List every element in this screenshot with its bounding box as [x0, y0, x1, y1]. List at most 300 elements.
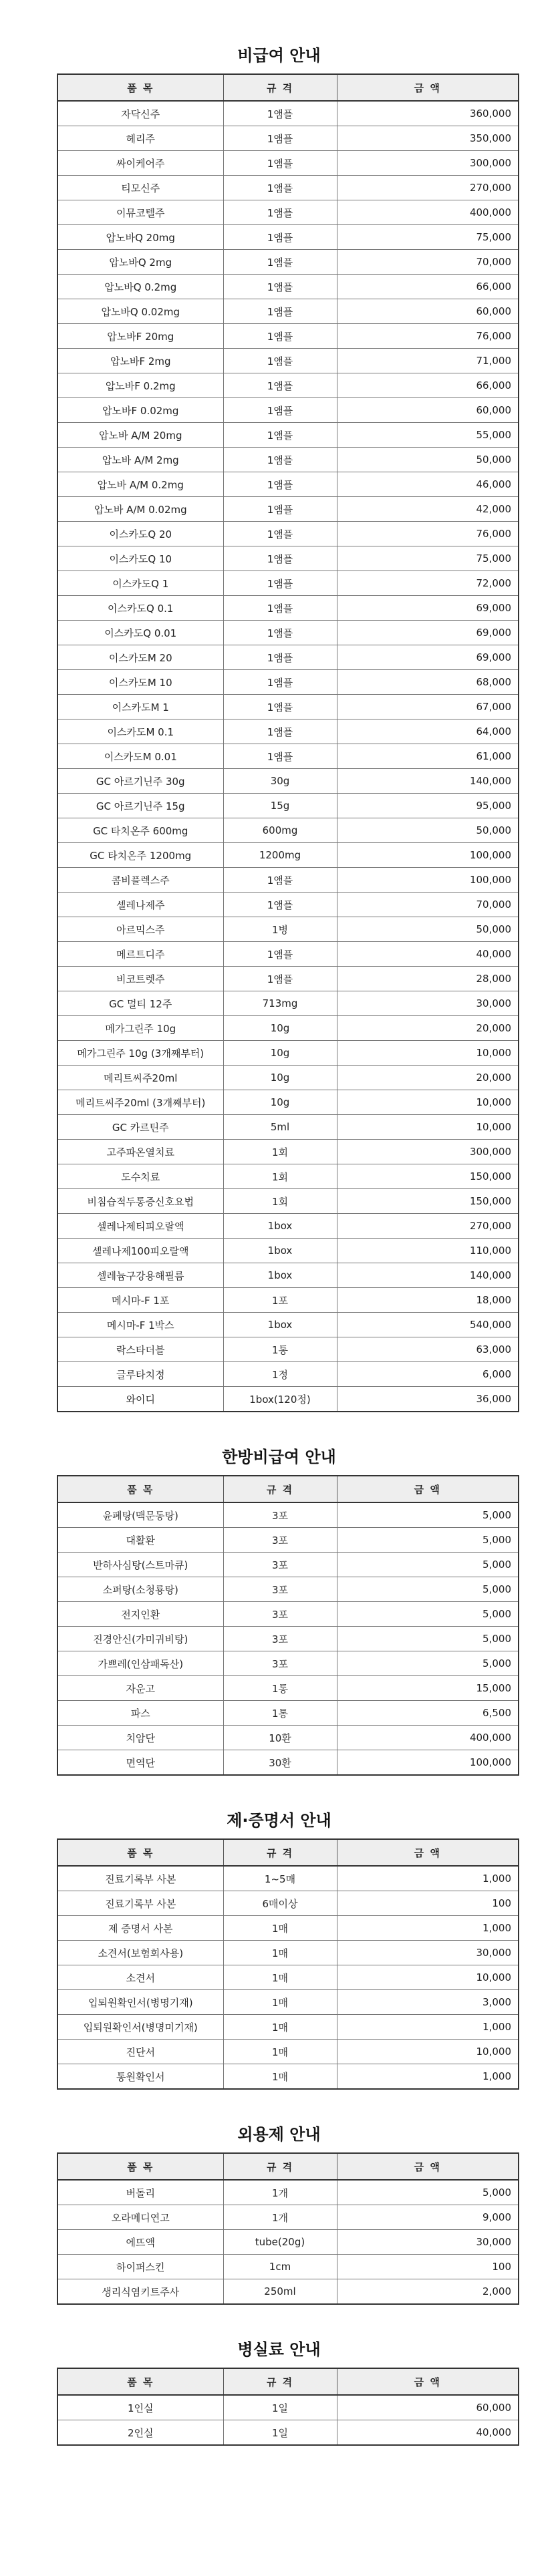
table-row — [57, 2230, 519, 2255]
item-spec-cell: 250ml — [223, 2279, 337, 2305]
item-price-cell: 75,000 — [337, 546, 519, 571]
item-name-cell: 셀레늄구강용해필름 — [57, 1263, 223, 1288]
table-row — [57, 1701, 519, 1726]
item-price-cell: 67,000 — [337, 695, 519, 719]
item-price-cell: 5,000 — [337, 1651, 519, 1676]
item-price-cell: 72,000 — [337, 571, 519, 596]
table-row — [57, 744, 519, 769]
item-name-cell: 셀레나제티피오랄액 — [57, 1214, 223, 1239]
item-name-cell: 와이디 — [57, 1387, 223, 1412]
table-row — [57, 250, 519, 275]
item-spec-cell: 30g — [223, 769, 337, 794]
item-name-cell: 이스카도M 20 — [57, 645, 223, 670]
item-name-cell: 자닥신주 — [57, 101, 223, 126]
item-price-cell: 360,000 — [337, 101, 519, 126]
item-name-cell: 통원확인서 — [57, 2064, 223, 2090]
item-name-cell: 압노바F 2mg — [57, 349, 223, 373]
item-name-cell: 셀레나제100피오랄액 — [57, 1239, 223, 1263]
item-spec-cell: 1개 — [223, 2180, 337, 2205]
table-row — [57, 967, 519, 991]
price-section — [0, 1442, 558, 1776]
item-spec-cell: 1앰플 — [223, 176, 337, 200]
item-name-cell: GC 카르틴주 — [57, 1115, 223, 1140]
item-spec-cell: 1앰플 — [223, 719, 337, 744]
item-spec-cell: 10g — [223, 1066, 337, 1090]
item-name-cell: 메리트씨주20ml — [57, 1066, 223, 1090]
item-spec-cell: 3포 — [223, 1627, 337, 1651]
item-spec-cell: 15g — [223, 794, 337, 818]
item-price-cell: 150,000 — [337, 1189, 519, 1214]
item-name-cell: 생리식염키트주사 — [57, 2279, 223, 2305]
item-price-cell: 6,500 — [337, 1701, 519, 1726]
item-name-cell: 글루타치정 — [57, 1362, 223, 1387]
item-name-cell: 진경안신(가미귀비탕) — [57, 1627, 223, 1651]
item-spec-cell: 5ml — [223, 1115, 337, 1140]
item-spec-cell: 10g — [223, 1016, 337, 1041]
item-name-cell: 이스카도M 0.01 — [57, 744, 223, 769]
table-row — [57, 621, 519, 645]
item-name-cell: 비침습적두통증신호요법 — [57, 1189, 223, 1214]
item-spec-cell: 1일 — [223, 2395, 337, 2420]
table-row — [57, 868, 519, 893]
table-row — [57, 2279, 519, 2305]
item-name-cell: 압노바Q 0.2mg — [57, 275, 223, 299]
item-spec-cell: 1매 — [223, 2040, 337, 2064]
item-spec-cell: 1통 — [223, 1701, 337, 1726]
item-price-cell: 140,000 — [337, 769, 519, 794]
item-price-cell: 18,000 — [337, 1288, 519, 1313]
item-price-cell: 60,000 — [337, 2395, 519, 2420]
table-row — [57, 719, 519, 744]
item-price-cell: 50,000 — [337, 818, 519, 843]
item-spec-cell: 1앰플 — [223, 448, 337, 472]
item-spec-cell: 1앰플 — [223, 695, 337, 719]
item-name-cell: 메가그린주 10g — [57, 1016, 223, 1041]
table-row — [57, 1214, 519, 1239]
item-price-cell: 1,000 — [337, 1866, 519, 1891]
item-spec-cell: 1통 — [223, 1676, 337, 1701]
table-row — [57, 1066, 519, 1090]
item-spec-cell: 1box — [223, 1214, 337, 1239]
item-spec-cell: 1앰플 — [223, 423, 337, 448]
item-spec-cell: 3포 — [223, 1528, 337, 1553]
table-row — [57, 373, 519, 398]
item-spec-cell: 1개 — [223, 2205, 337, 2230]
item-price-cell: 20,000 — [337, 1066, 519, 1090]
table-header-row — [57, 2368, 519, 2395]
column-header-spec: 규 격 — [223, 74, 337, 101]
item-name-cell: 도수치료 — [57, 1164, 223, 1189]
table-header-row — [57, 74, 519, 101]
table-header-row — [57, 2153, 519, 2180]
table-row — [57, 1115, 519, 1140]
item-spec-cell: 3포 — [223, 1577, 337, 1602]
item-name-cell: 치암단 — [57, 1726, 223, 1750]
table-row — [57, 1941, 519, 1965]
table-row — [57, 324, 519, 349]
item-spec-cell: 1회 — [223, 1140, 337, 1164]
item-spec-cell: 1cm — [223, 2255, 337, 2279]
item-spec-cell: 1~5매 — [223, 1866, 337, 1891]
table-row — [57, 2064, 519, 2090]
item-name-cell: 이뮤코텔주 — [57, 200, 223, 225]
item-spec-cell: 3포 — [223, 1553, 337, 1577]
item-price-cell: 68,000 — [337, 670, 519, 695]
item-price-cell: 69,000 — [337, 596, 519, 621]
item-name-cell: 진료기록부 사본 — [57, 1866, 223, 1891]
column-header-item: 품 목 — [57, 2368, 223, 2395]
item-spec-cell: 1매 — [223, 2015, 337, 2040]
item-spec-cell: 1box — [223, 1239, 337, 1263]
item-name-cell: GC 아르기닌주 30g — [57, 769, 223, 794]
item-price-cell: 15,000 — [337, 1676, 519, 1701]
item-name-cell: 이스카도Q 0.01 — [57, 621, 223, 645]
item-name-cell: 압노바Q 0.02mg — [57, 299, 223, 324]
item-price-cell: 6,000 — [337, 1362, 519, 1387]
table-row — [57, 1553, 519, 1577]
item-price-cell: 46,000 — [337, 472, 519, 497]
item-price-cell: 69,000 — [337, 645, 519, 670]
item-name-cell: 이스카도Q 20 — [57, 522, 223, 546]
item-price-cell: 10,000 — [337, 1041, 519, 1066]
item-name-cell: 이스카도M 10 — [57, 670, 223, 695]
item-price-cell: 50,000 — [337, 448, 519, 472]
table-row — [57, 794, 519, 818]
item-name-cell: 콤비플렉스주 — [57, 868, 223, 893]
item-spec-cell: 1앰플 — [223, 546, 337, 571]
item-spec-cell: 1200mg — [223, 843, 337, 868]
item-price-cell: 3,000 — [337, 1990, 519, 2015]
item-price-cell: 1,000 — [337, 2015, 519, 2040]
item-price-cell: 76,000 — [337, 522, 519, 546]
item-spec-cell: 1앰플 — [223, 670, 337, 695]
item-name-cell: GC 멀티 12주 — [57, 991, 223, 1016]
item-spec-cell: 1매 — [223, 1941, 337, 1965]
item-price-cell: 5,000 — [337, 1627, 519, 1651]
item-name-cell: 이스카도Q 10 — [57, 546, 223, 571]
price-table — [57, 1475, 519, 1776]
item-spec-cell: 1앰플 — [223, 324, 337, 349]
item-spec-cell: tube(20g) — [223, 2230, 337, 2255]
price-table — [57, 73, 519, 1412]
item-name-cell: 입퇴원확인서(병명미기재) — [57, 2015, 223, 2040]
item-price-cell: 55,000 — [337, 423, 519, 448]
table-row — [57, 275, 519, 299]
item-price-cell: 71,000 — [337, 349, 519, 373]
item-name-cell: 압노바 A/M 20mg — [57, 423, 223, 448]
table-row — [57, 2015, 519, 2040]
item-name-cell: 압노바 A/M 0.2mg — [57, 472, 223, 497]
table-row — [57, 1337, 519, 1362]
item-price-cell: 64,000 — [337, 719, 519, 744]
table-row — [57, 2180, 519, 2205]
price-sections — [0, 40, 558, 2446]
item-price-cell: 110,000 — [337, 1239, 519, 1263]
item-name-cell: 이스카도Q 0.1 — [57, 596, 223, 621]
item-spec-cell: 10g — [223, 1041, 337, 1066]
table-row — [57, 200, 519, 225]
item-spec-cell: 1앰플 — [223, 200, 337, 225]
item-spec-cell: 1앰플 — [223, 299, 337, 324]
table-row — [57, 818, 519, 843]
table-row — [57, 1602, 519, 1627]
item-price-cell: 75,000 — [337, 225, 519, 250]
item-name-cell: 셀레나제주 — [57, 893, 223, 917]
item-name-cell: 헤리주 — [57, 126, 223, 151]
item-spec-cell: 6매이상 — [223, 1891, 337, 1916]
item-name-cell: 압노바 A/M 2mg — [57, 448, 223, 472]
item-price-cell: 140,000 — [337, 1263, 519, 1288]
item-price-cell: 50,000 — [337, 917, 519, 942]
item-spec-cell: 1통 — [223, 1337, 337, 1362]
item-spec-cell: 1앰플 — [223, 967, 337, 991]
item-spec-cell: 1앰플 — [223, 497, 337, 522]
item-price-cell: 30,000 — [337, 1941, 519, 1965]
item-spec-cell: 1box — [223, 1263, 337, 1288]
column-header-item: 품 목 — [57, 1476, 223, 1502]
item-price-cell: 5,000 — [337, 2180, 519, 2205]
price-table — [57, 2152, 519, 2305]
item-spec-cell: 1앰플 — [223, 621, 337, 645]
item-spec-cell: 1앰플 — [223, 472, 337, 497]
item-spec-cell: 1정 — [223, 1362, 337, 1387]
item-price-cell: 5,000 — [337, 1553, 519, 1577]
item-price-cell: 70,000 — [337, 893, 519, 917]
table-row — [57, 299, 519, 324]
table-row — [57, 1528, 519, 1553]
table-row — [57, 2255, 519, 2279]
item-spec-cell: 1앰플 — [223, 101, 337, 126]
item-spec-cell: 713mg — [223, 991, 337, 1016]
item-name-cell: 비코트렛주 — [57, 967, 223, 991]
item-price-cell: 20,000 — [337, 1016, 519, 1041]
item-name-cell: 메리트씨주20ml (3개째부터) — [57, 1090, 223, 1115]
item-price-cell: 69,000 — [337, 621, 519, 645]
item-price-cell: 30,000 — [337, 2230, 519, 2255]
table-row — [57, 1916, 519, 1941]
item-spec-cell: 1앰플 — [223, 942, 337, 967]
item-price-cell: 10,000 — [337, 2040, 519, 2064]
item-name-cell: 에뜨액 — [57, 2230, 223, 2255]
table-row — [57, 1965, 519, 1990]
item-spec-cell: 1앰플 — [223, 893, 337, 917]
item-price-cell: 5,000 — [337, 1502, 519, 1528]
item-spec-cell: 3포 — [223, 1602, 337, 1627]
item-spec-cell: 10환 — [223, 1726, 337, 1750]
price-section — [0, 1805, 558, 2090]
item-name-cell: 티모신주 — [57, 176, 223, 200]
item-name-cell: 제 증명서 사본 — [57, 1916, 223, 1941]
item-name-cell: 진료기록부 사본 — [57, 1891, 223, 1916]
table-row — [57, 398, 519, 423]
item-name-cell: 파스 — [57, 1701, 223, 1726]
item-spec-cell: 1앰플 — [223, 151, 337, 176]
item-name-cell: 면역단 — [57, 1750, 223, 1776]
table-row — [57, 1866, 519, 1891]
item-price-cell: 400,000 — [337, 200, 519, 225]
item-name-cell: 락스타더블 — [57, 1337, 223, 1362]
column-header-spec: 규 격 — [223, 1839, 337, 1866]
table-row — [57, 101, 519, 126]
section-title: 비급여 안내 — [237, 46, 321, 65]
item-name-cell: 자운고 — [57, 1676, 223, 1701]
item-spec-cell: 1box — [223, 1313, 337, 1337]
table-row — [57, 1016, 519, 1041]
item-spec-cell: 600mg — [223, 818, 337, 843]
item-name-cell: 아르믹스주 — [57, 917, 223, 942]
table-header-row — [57, 1839, 519, 1866]
item-spec-cell: 1매 — [223, 1965, 337, 1990]
item-spec-cell: 1앰플 — [223, 349, 337, 373]
item-name-cell: 압노바Q 2mg — [57, 250, 223, 275]
item-name-cell: 싸이케어주 — [57, 151, 223, 176]
table-row — [57, 571, 519, 596]
item-name-cell: GC 타치온주 1200mg — [57, 843, 223, 868]
item-price-cell: 70,000 — [337, 250, 519, 275]
table-row — [57, 2205, 519, 2230]
item-name-cell: 고주파온열치료 — [57, 1140, 223, 1164]
item-spec-cell: 1일 — [223, 2420, 337, 2446]
table-row — [57, 1140, 519, 1164]
item-spec-cell: 1앰플 — [223, 126, 337, 151]
item-name-cell: 입퇴원확인서(병명기재) — [57, 1990, 223, 2015]
item-price-cell: 66,000 — [337, 275, 519, 299]
column-header-item: 품 목 — [57, 74, 223, 101]
item-price-cell: 5,000 — [337, 1602, 519, 1627]
item-name-cell: 소퍼탕(소청룡탕) — [57, 1577, 223, 1602]
item-spec-cell: 1매 — [223, 1916, 337, 1941]
table-row — [57, 2395, 519, 2420]
table-row — [57, 1164, 519, 1189]
table-row — [57, 522, 519, 546]
section-title: 외용제 안내 — [237, 2125, 321, 2144]
item-price-cell: 30,000 — [337, 991, 519, 1016]
table-row — [57, 769, 519, 794]
item-price-cell: 100 — [337, 1891, 519, 1916]
item-name-cell: 압노바F 0.2mg — [57, 373, 223, 398]
item-spec-cell: 1병 — [223, 917, 337, 942]
column-header-amount: 금 액 — [337, 74, 519, 101]
table-row — [57, 2040, 519, 2064]
item-price-cell: 100 — [337, 2255, 519, 2279]
item-name-cell: 압노바Q 20mg — [57, 225, 223, 250]
item-price-cell: 28,000 — [337, 967, 519, 991]
table-row — [57, 1387, 519, 1412]
item-name-cell: 하이퍼스킨 — [57, 2255, 223, 2279]
item-spec-cell: 3포 — [223, 1651, 337, 1676]
item-spec-cell: 1앰플 — [223, 645, 337, 670]
table-row — [57, 1891, 519, 1916]
table-row — [57, 1362, 519, 1387]
item-price-cell: 42,000 — [337, 497, 519, 522]
item-name-cell: 메시마-F 1박스 — [57, 1313, 223, 1337]
table-row — [57, 1627, 519, 1651]
column-header-amount: 금 액 — [337, 2153, 519, 2180]
item-spec-cell: 1앰플 — [223, 398, 337, 423]
price-section — [0, 2334, 558, 2446]
table-row — [57, 176, 519, 200]
column-header-item: 품 목 — [57, 2153, 223, 2180]
item-price-cell: 1,000 — [337, 2064, 519, 2090]
item-name-cell: 이스카도Q 1 — [57, 571, 223, 596]
column-header-amount: 금 액 — [337, 1839, 519, 1866]
column-header-spec: 규 격 — [223, 1476, 337, 1502]
table-row — [57, 126, 519, 151]
table-row — [57, 1750, 519, 1776]
item-name-cell: 메시마-F 1포 — [57, 1288, 223, 1313]
item-price-cell: 40,000 — [337, 2420, 519, 2446]
item-name-cell: 전지인환 — [57, 1602, 223, 1627]
table-row — [57, 151, 519, 176]
column-header-spec: 규 격 — [223, 2153, 337, 2180]
table-row — [57, 917, 519, 942]
item-price-cell: 10,000 — [337, 1965, 519, 1990]
table-row — [57, 1189, 519, 1214]
item-price-cell: 300,000 — [337, 151, 519, 176]
table-row — [57, 645, 519, 670]
item-spec-cell: 1box(120정) — [223, 1387, 337, 1412]
item-name-cell: 압노바F 20mg — [57, 324, 223, 349]
item-price-cell: 100,000 — [337, 843, 519, 868]
table-row — [57, 893, 519, 917]
item-spec-cell: 1앰플 — [223, 571, 337, 596]
item-name-cell: 압노바F 0.02mg — [57, 398, 223, 423]
table-row — [57, 1090, 519, 1115]
item-spec-cell: 1포 — [223, 1288, 337, 1313]
item-spec-cell: 1회 — [223, 1164, 337, 1189]
table-row — [57, 1288, 519, 1313]
item-price-cell: 5,000 — [337, 1528, 519, 1553]
price-table — [57, 1838, 519, 2090]
table-row — [57, 1502, 519, 1528]
table-row — [57, 546, 519, 571]
item-name-cell: GC 타치온주 600mg — [57, 818, 223, 843]
item-name-cell: 오라메디연고 — [57, 2205, 223, 2230]
item-name-cell: 이스카도M 0.1 — [57, 719, 223, 744]
table-row — [57, 497, 519, 522]
table-row — [57, 1313, 519, 1337]
item-spec-cell: 1앰플 — [223, 868, 337, 893]
item-spec-cell: 1앰플 — [223, 596, 337, 621]
item-spec-cell: 1회 — [223, 1189, 337, 1214]
item-name-cell: 진단서 — [57, 2040, 223, 2064]
item-spec-cell: 1앰플 — [223, 373, 337, 398]
item-price-cell: 60,000 — [337, 299, 519, 324]
price-section — [0, 2119, 558, 2305]
column-header-item: 품 목 — [57, 1839, 223, 1866]
item-price-cell: 100,000 — [337, 1750, 519, 1776]
item-name-cell: 2인실 — [57, 2420, 223, 2446]
table-row — [57, 1726, 519, 1750]
table-row — [57, 472, 519, 497]
item-price-cell: 300,000 — [337, 1140, 519, 1164]
item-spec-cell: 1앰플 — [223, 522, 337, 546]
price-table — [57, 2368, 519, 2446]
item-price-cell: 1,000 — [337, 1916, 519, 1941]
item-spec-cell: 1앰플 — [223, 225, 337, 250]
item-name-cell: 메가그린주 10g (3개째부터) — [57, 1041, 223, 1066]
item-price-cell: 63,000 — [337, 1337, 519, 1362]
item-price-cell: 350,000 — [337, 126, 519, 151]
section-title: 제·증명서 안내 — [227, 1811, 331, 1830]
price-section — [0, 40, 558, 1412]
item-price-cell: 95,000 — [337, 794, 519, 818]
section-title: 병실료 안내 — [237, 2340, 321, 2359]
item-name-cell: 대활환 — [57, 1528, 223, 1553]
table-row — [57, 1990, 519, 2015]
item-price-cell: 400,000 — [337, 1726, 519, 1750]
table-row — [57, 1041, 519, 1066]
